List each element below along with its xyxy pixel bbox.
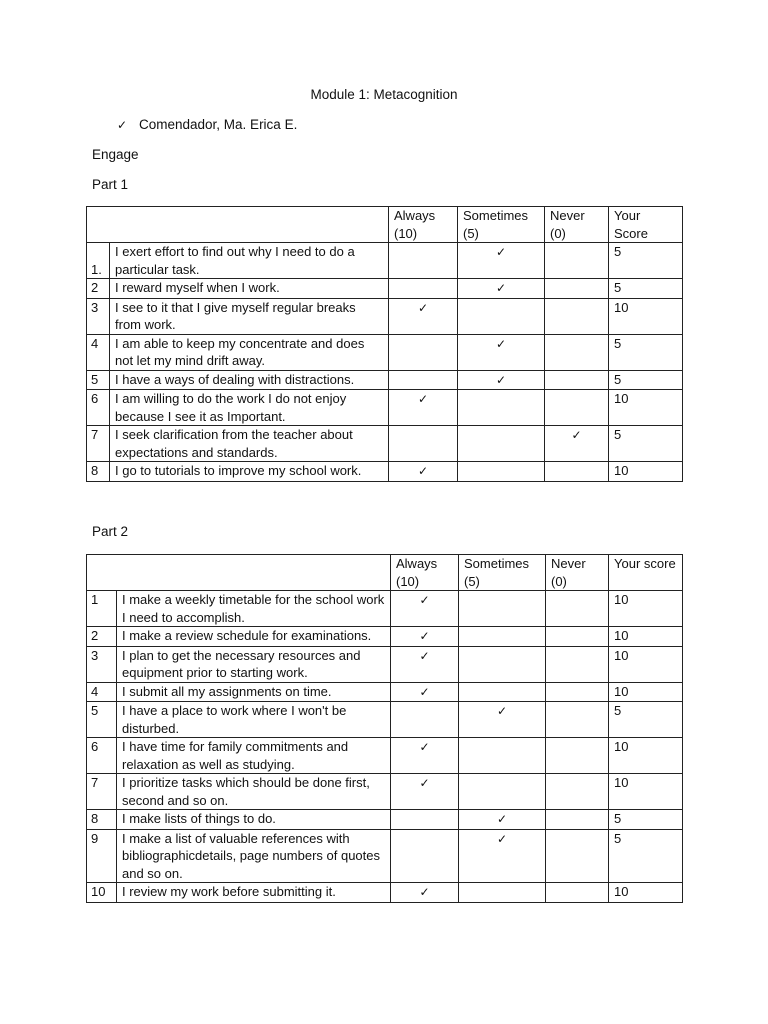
cell-score: 10 xyxy=(609,738,683,774)
row-number: 4 xyxy=(87,682,117,702)
row-statement: I plan to get the necessary resources and equipment prior to starting work. xyxy=(117,646,391,682)
cell-always xyxy=(391,627,459,647)
row-number: 1. xyxy=(87,243,110,279)
table-row xyxy=(87,279,683,299)
column-header-sometimes: Sometimes (5) xyxy=(458,207,545,243)
row-number: 6 xyxy=(87,738,117,774)
check-icon: ✓ xyxy=(419,776,430,790)
cell-score: 5 xyxy=(609,279,683,299)
cell-always xyxy=(389,370,458,390)
row-statement: I exert effort to find out why I need to do a particular task. xyxy=(110,243,389,279)
table-row xyxy=(87,591,683,627)
cell-always xyxy=(389,243,458,279)
row-statement: I am able to keep my concentrate and does not let my mind drift away. xyxy=(110,334,389,370)
cell-score: 5 xyxy=(609,829,683,883)
cell-always xyxy=(391,738,459,774)
cell-always xyxy=(391,883,459,903)
cell-sometimes xyxy=(458,370,545,390)
cell-sometimes xyxy=(459,829,546,883)
cell-always xyxy=(391,810,459,830)
row-number: 3 xyxy=(87,646,117,682)
check-icon: ✓ xyxy=(417,392,429,406)
cell-always xyxy=(391,829,459,883)
row-number: 10 xyxy=(87,883,117,903)
cell-always xyxy=(389,462,458,482)
table-row xyxy=(87,462,683,482)
section-engage: Engage xyxy=(92,147,139,162)
column-header-score: Your score xyxy=(609,555,683,591)
row-statement: I go to tutorials to improve my school work. xyxy=(110,462,389,482)
cell-sometimes xyxy=(459,810,546,830)
table-row xyxy=(87,829,683,883)
table-row xyxy=(87,370,683,390)
check-icon: ✓ xyxy=(417,464,429,478)
cell-score: 5 xyxy=(609,702,683,738)
cell-never xyxy=(546,810,609,830)
table-row xyxy=(87,298,683,334)
row-statement: I am willing to do the work I do not enjoy because I see it as Important. xyxy=(110,390,389,426)
check-icon: ✓ xyxy=(419,629,430,643)
row-number: 8 xyxy=(87,810,117,830)
check-icon: ✓ xyxy=(495,245,507,259)
row-number: 9 xyxy=(87,829,117,883)
cell-always xyxy=(391,702,459,738)
author-name: Comendador, Ma. Erica E. xyxy=(139,117,298,132)
header-blank-cell xyxy=(87,207,389,243)
cell-always xyxy=(391,774,459,810)
row-number: 7 xyxy=(87,426,110,462)
section-part1: Part 1 xyxy=(92,177,129,192)
cell-never xyxy=(545,243,609,279)
column-header-score: Your Score xyxy=(609,207,683,243)
table-row xyxy=(87,883,683,903)
author-line xyxy=(117,117,297,132)
cell-sometimes xyxy=(459,738,546,774)
cell-score: 10 xyxy=(609,591,683,627)
row-number: 1 xyxy=(87,591,117,627)
check-icon: ✓ xyxy=(419,648,430,663)
check-icon: ✓ xyxy=(495,336,507,351)
row-number: 6 xyxy=(87,390,110,426)
cell-always xyxy=(391,646,459,682)
table-row xyxy=(87,738,683,774)
check-icon: ✓ xyxy=(571,428,582,442)
row-statement: I make a list of valuable references with bibliographicdetails, page numbers of quotes and so on. xyxy=(117,829,391,883)
row-statement: I make a weekly timetable for the school work I need to accomplish. xyxy=(117,591,391,627)
cell-always xyxy=(389,390,458,426)
check-icon: ✓ xyxy=(495,281,507,295)
cell-always xyxy=(391,682,459,702)
cell-sometimes xyxy=(458,334,545,370)
table-header-row xyxy=(87,555,683,591)
cell-score: 10 xyxy=(609,627,683,647)
cell-score: 10 xyxy=(609,774,683,810)
table-row xyxy=(87,426,683,462)
cell-score: 5 xyxy=(609,243,683,279)
row-statement: I have a ways of dealing with distractions. xyxy=(110,370,389,390)
cell-never xyxy=(546,627,609,647)
check-icon: ✓ xyxy=(496,831,508,846)
cell-always xyxy=(389,279,458,299)
cell-always xyxy=(389,298,458,334)
row-statement: I make a review schedule for examinations. xyxy=(117,627,391,647)
page-title: Module 1: Metacognition xyxy=(310,87,458,102)
check-icon: ✓ xyxy=(419,684,430,699)
cell-score: 5 xyxy=(609,334,683,370)
cell-sometimes xyxy=(458,279,545,299)
table-row xyxy=(87,810,683,830)
cell-never xyxy=(546,646,609,682)
row-number: 3 xyxy=(87,298,110,334)
table-row xyxy=(87,774,683,810)
cell-never xyxy=(546,591,609,627)
cell-sometimes xyxy=(459,774,546,810)
cell-never xyxy=(546,682,609,702)
cell-never xyxy=(545,370,609,390)
row-number: 5 xyxy=(87,702,117,738)
check-icon: ✓ xyxy=(419,593,430,607)
cell-never xyxy=(545,298,609,334)
check-icon: ✓ xyxy=(117,118,128,132)
column-header-always: Always (10) xyxy=(389,207,458,243)
cell-never xyxy=(546,774,609,810)
cell-never xyxy=(545,279,609,299)
cell-never xyxy=(545,426,609,462)
cell-always xyxy=(389,334,458,370)
cell-sometimes xyxy=(458,426,545,462)
cell-sometimes xyxy=(459,646,546,682)
cell-score: 10 xyxy=(609,298,683,334)
column-header-never: Never (0) xyxy=(546,555,609,591)
cell-score: 5 xyxy=(609,426,683,462)
cell-score: 10 xyxy=(609,462,683,482)
row-number: 2 xyxy=(87,279,110,299)
cell-score: 5 xyxy=(609,810,683,830)
row-statement: I see to it that I give myself regular breaks from work. xyxy=(110,298,389,334)
cell-never xyxy=(545,390,609,426)
cell-score: 10 xyxy=(609,682,683,702)
cell-never xyxy=(546,738,609,774)
column-header-sometimes: Sometimes (5) xyxy=(459,555,546,591)
section-part2: Part 2 xyxy=(92,524,129,539)
part2-table xyxy=(86,554,683,903)
row-statement: I submit all my assignments on time. xyxy=(117,682,391,702)
cell-score: 10 xyxy=(609,646,683,682)
row-statement: I have a place to work where I won't be disturbed. xyxy=(117,702,391,738)
cell-score: 10 xyxy=(609,883,683,903)
table-row xyxy=(87,243,683,279)
cell-sometimes xyxy=(458,462,545,482)
row-number: 4 xyxy=(87,334,110,370)
check-icon: ✓ xyxy=(496,704,508,718)
column-header-never: Never (0) xyxy=(545,207,609,243)
cell-score: 5 xyxy=(609,370,683,390)
column-header-always: Always (10) xyxy=(391,555,459,591)
cell-sometimes xyxy=(459,591,546,627)
table-row xyxy=(87,627,683,647)
cell-score: 10 xyxy=(609,390,683,426)
check-icon: ✓ xyxy=(419,740,430,754)
table-row xyxy=(87,646,683,682)
cell-sometimes xyxy=(458,243,545,279)
row-statement: I prioritize tasks which should be done first, second and so on. xyxy=(117,774,391,810)
cell-never xyxy=(546,702,609,738)
row-statement: I make lists of things to do. xyxy=(117,810,391,830)
table-row xyxy=(87,702,683,738)
table-row xyxy=(87,334,683,370)
cell-sometimes xyxy=(459,702,546,738)
cell-never xyxy=(545,462,609,482)
cell-sometimes xyxy=(459,682,546,702)
row-number: 7 xyxy=(87,774,117,810)
part1-table xyxy=(86,206,683,482)
table-row xyxy=(87,390,683,426)
cell-never xyxy=(546,829,609,883)
row-number: 5 xyxy=(87,370,110,390)
cell-sometimes xyxy=(459,627,546,647)
table-header-row xyxy=(87,207,683,243)
row-statement: I reward myself when I work. xyxy=(110,279,389,299)
cell-always xyxy=(391,591,459,627)
cell-never xyxy=(545,334,609,370)
row-statement: I have time for family commitments and relaxation as well as studying. xyxy=(117,738,391,774)
check-icon: ✓ xyxy=(496,812,508,826)
check-icon: ✓ xyxy=(495,372,507,387)
row-number: 8 xyxy=(87,462,110,482)
header-blank-cell xyxy=(87,555,391,591)
cell-sometimes xyxy=(458,390,545,426)
row-number: 2 xyxy=(87,627,117,647)
table-row xyxy=(87,682,683,702)
row-statement: I review my work before submitting it. xyxy=(117,883,391,903)
cell-always xyxy=(389,426,458,462)
cell-never xyxy=(546,883,609,903)
check-icon: ✓ xyxy=(417,300,429,315)
row-statement: I seek clarification from the teacher about expectations and standards. xyxy=(110,426,389,462)
check-icon: ✓ xyxy=(419,885,430,899)
cell-sometimes xyxy=(458,298,545,334)
cell-sometimes xyxy=(459,883,546,903)
